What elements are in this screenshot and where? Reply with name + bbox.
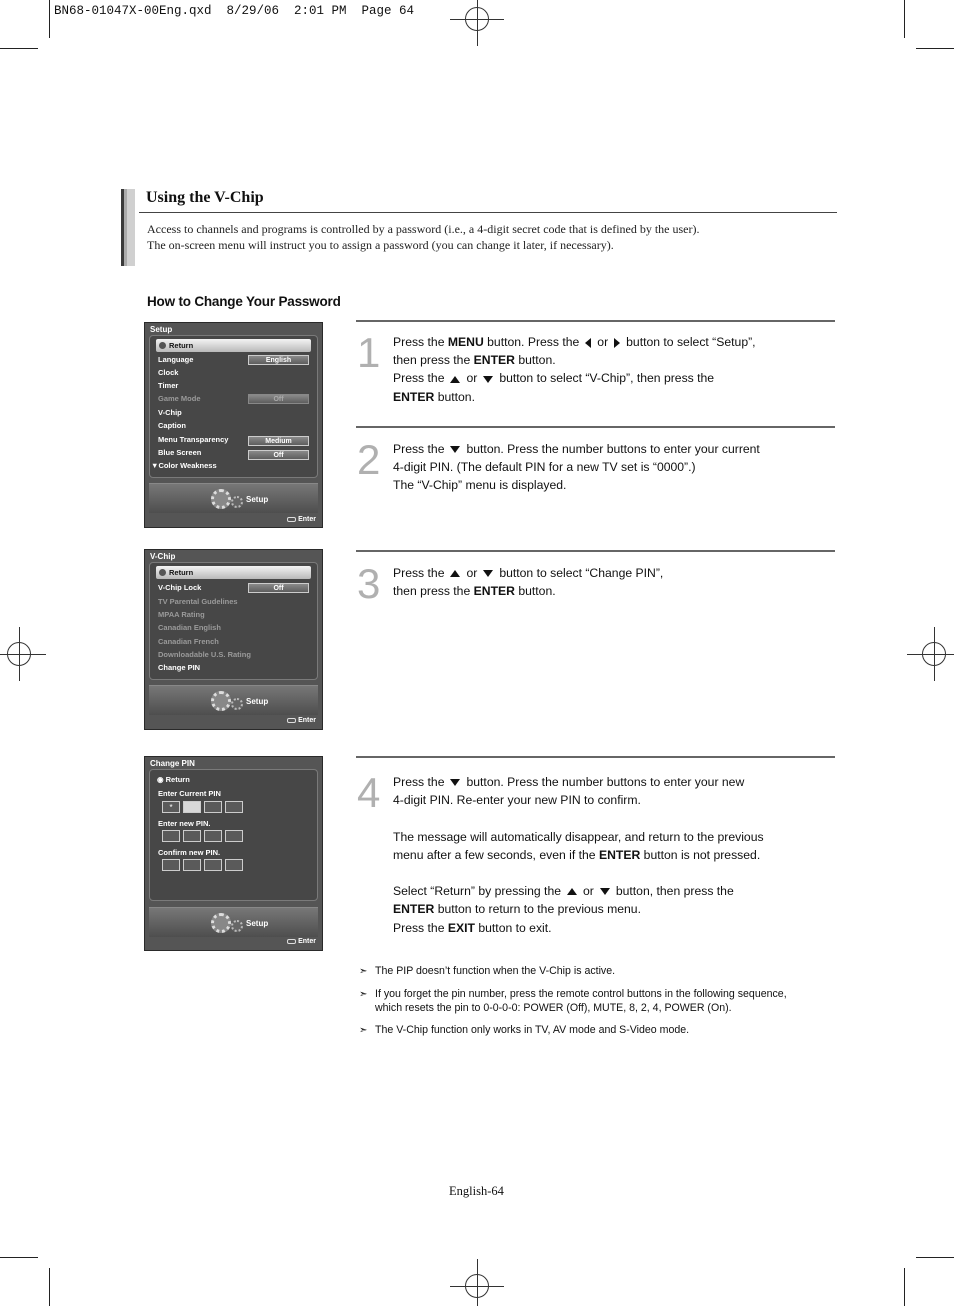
osd-footer-label: Setup xyxy=(246,495,269,504)
osd-item-caption: Caption xyxy=(158,421,186,430)
osd-label-new-pin: Enter new PIN. xyxy=(158,819,211,828)
osd-setup-menu xyxy=(144,322,323,528)
pin-entry-confirm xyxy=(162,859,243,871)
osd-enter-hint: Enter xyxy=(287,938,316,945)
osd-item-vchip-lock: V-Chip Lock xyxy=(158,583,202,592)
step-rule xyxy=(356,426,835,428)
pin-entry-new xyxy=(162,830,243,842)
step-number: 4 xyxy=(357,769,381,816)
print-slug: BN68-01047X-00Eng.qxd 8/29/06 2:01 PM Page 64 xyxy=(54,4,415,18)
step-1-text: Press the MENU button. Press the or button to select “Setup”, then press the ENTER button. Press the or button to select “V-Chip”, then press the ENTER button. xyxy=(393,335,756,404)
osd-value-menu-transparency: Medium xyxy=(248,436,309,446)
osd-change-pin-menu xyxy=(144,756,323,951)
up-arrow-icon xyxy=(450,570,460,577)
scroll-down-icon: ▼ xyxy=(151,461,159,470)
osd-footer xyxy=(149,907,318,937)
enter-icon xyxy=(287,517,296,522)
down-arrow-icon xyxy=(450,446,460,453)
osd-title: Setup xyxy=(150,325,173,334)
right-arrow-icon xyxy=(614,338,620,348)
return-icon xyxy=(159,342,166,349)
osd-value-game-mode: Off xyxy=(248,394,309,404)
crop-mark xyxy=(904,0,905,38)
page-number: English-64 xyxy=(449,1184,504,1198)
pin-digit xyxy=(183,830,201,842)
section-title: Using the V-Chip xyxy=(146,189,264,206)
pin-digit: * xyxy=(162,801,180,813)
osd-label-current-pin: Enter Current PIN xyxy=(158,789,221,798)
osd-menu-panel xyxy=(149,769,318,901)
pin-digit xyxy=(225,801,243,813)
left-arrow-icon xyxy=(585,338,591,348)
step-rule xyxy=(356,756,835,758)
osd-item-vchip: V-Chip xyxy=(158,408,182,417)
osd-return-item: Return xyxy=(156,339,311,352)
step-2-text: Press the button. Press the number buttons to enter your current 4-digit PIN. (The default PIN for a new TV set is “0000”.) The “V-Chip” menu is displayed. xyxy=(393,442,760,493)
osd-item-timer: Timer xyxy=(158,381,179,390)
gear-icon xyxy=(231,496,243,508)
osd-menu-panel xyxy=(149,335,318,478)
osd-return-item: ◉ Return xyxy=(157,775,190,784)
osd-item-canadian-english: Canadian English xyxy=(158,623,221,632)
osd-item-blue-screen: Blue Screen xyxy=(158,448,202,457)
down-arrow-icon xyxy=(483,376,493,383)
return-icon: ◉ xyxy=(157,775,166,784)
step-4-text: Press the button. Press the number buttons to enter your new 4-digit PIN. Re-enter your new PIN to confirm. The message will automatically disappear, and return to the previous menu after a few seconds, even if the ENTER button is not pressed. Select “Return” by pressing the or button, then press the ENTER button to return to the previous menu. Press the EXIT button to exit. xyxy=(393,775,764,935)
note-arrow-icon: ➣ xyxy=(359,989,368,1000)
intro-line: The on-screen menu will instruct you to assign a password (you can change it later, if necessary). xyxy=(147,237,614,252)
osd-item-canadian-french: Canadian French xyxy=(158,637,219,646)
gear-icon xyxy=(231,698,243,710)
pin-digit xyxy=(204,859,222,871)
pin-digit xyxy=(162,830,180,842)
title-rule xyxy=(139,212,837,213)
pin-digit xyxy=(183,801,201,813)
step-number: 3 xyxy=(357,560,381,607)
registration-mark xyxy=(465,1274,489,1298)
intro-line: Access to channels and programs is controlled by a password (i.e., a 4-digit secret code that is defined by the user). xyxy=(147,222,700,236)
crop-mark xyxy=(49,0,50,38)
osd-footer xyxy=(149,685,318,715)
step-number: 1 xyxy=(357,329,381,376)
osd-value-blue-screen: Off xyxy=(248,450,309,460)
osd-value-vchip-lock: Off xyxy=(248,583,309,593)
osd-title: V-Chip xyxy=(150,552,176,561)
gear-icon xyxy=(211,691,231,711)
crop-mark xyxy=(916,1257,954,1258)
pin-digit xyxy=(225,830,243,842)
down-arrow-icon xyxy=(483,570,493,577)
osd-footer xyxy=(149,483,318,513)
registration-mark xyxy=(922,642,946,666)
osd-item-mpaa: MPAA Rating xyxy=(158,610,205,619)
osd-footer-label: Setup xyxy=(246,919,269,928)
enter-icon xyxy=(287,939,296,944)
step-rule xyxy=(356,550,835,552)
osd-item-color-weakness: ▼Color Weakness xyxy=(151,461,217,470)
gear-icon xyxy=(211,489,231,509)
crop-mark xyxy=(916,48,954,49)
pin-digit xyxy=(162,859,180,871)
step-number: 2 xyxy=(357,436,381,483)
osd-item-game-mode: Game Mode xyxy=(158,394,201,403)
osd-enter-hint: Enter xyxy=(287,717,316,724)
osd-menu-panel xyxy=(149,562,318,680)
osd-item-downloadable-rating: Downloadable U.S. Rating xyxy=(158,650,251,659)
pin-digit xyxy=(225,859,243,871)
osd-item-menu-transparency: Menu Transparency xyxy=(158,435,229,444)
osd-value-language: English xyxy=(248,355,309,365)
subsection-title: How to Change Your Password xyxy=(147,294,341,309)
osd-enter-hint: Enter xyxy=(287,516,316,523)
pin-entry-current xyxy=(162,801,243,813)
down-arrow-icon xyxy=(600,888,610,895)
pin-digit xyxy=(183,859,201,871)
osd-return-item: Return xyxy=(156,566,311,579)
note-arrow-icon: ➣ xyxy=(359,966,368,977)
osd-label-confirm-pin: Confirm new PIN. xyxy=(158,848,221,857)
crop-mark xyxy=(0,48,38,49)
crop-mark xyxy=(0,1257,38,1258)
note-arrow-icon: ➣ xyxy=(359,1025,368,1036)
registration-mark xyxy=(7,642,31,666)
intro-text xyxy=(147,222,700,253)
crop-mark xyxy=(49,1268,50,1306)
gear-icon xyxy=(231,920,243,932)
osd-item-clock: Clock xyxy=(158,368,179,377)
pin-digit xyxy=(204,830,222,842)
section-sidebar-bar xyxy=(121,189,135,266)
return-icon xyxy=(159,569,166,576)
osd-footer-label: Setup xyxy=(246,697,269,706)
pin-digit xyxy=(204,801,222,813)
osd-item-change-pin: Change PIN xyxy=(158,663,201,672)
osd-item-tv-guidelines: TV Parental Gudelines xyxy=(158,597,238,606)
down-arrow-icon xyxy=(450,779,460,786)
gear-icon xyxy=(211,913,231,933)
osd-vchip-menu xyxy=(144,549,323,730)
up-arrow-icon xyxy=(450,376,460,383)
osd-title: Change PIN xyxy=(150,759,195,768)
step-3-text: Press the or button to select “Change PIN”, then press the ENTER button. xyxy=(393,566,664,599)
enter-icon xyxy=(287,718,296,723)
registration-mark xyxy=(465,7,489,31)
osd-item-language: Language xyxy=(158,355,194,364)
crop-mark xyxy=(904,1268,905,1306)
up-arrow-icon xyxy=(567,888,577,895)
step-rule xyxy=(356,320,835,322)
